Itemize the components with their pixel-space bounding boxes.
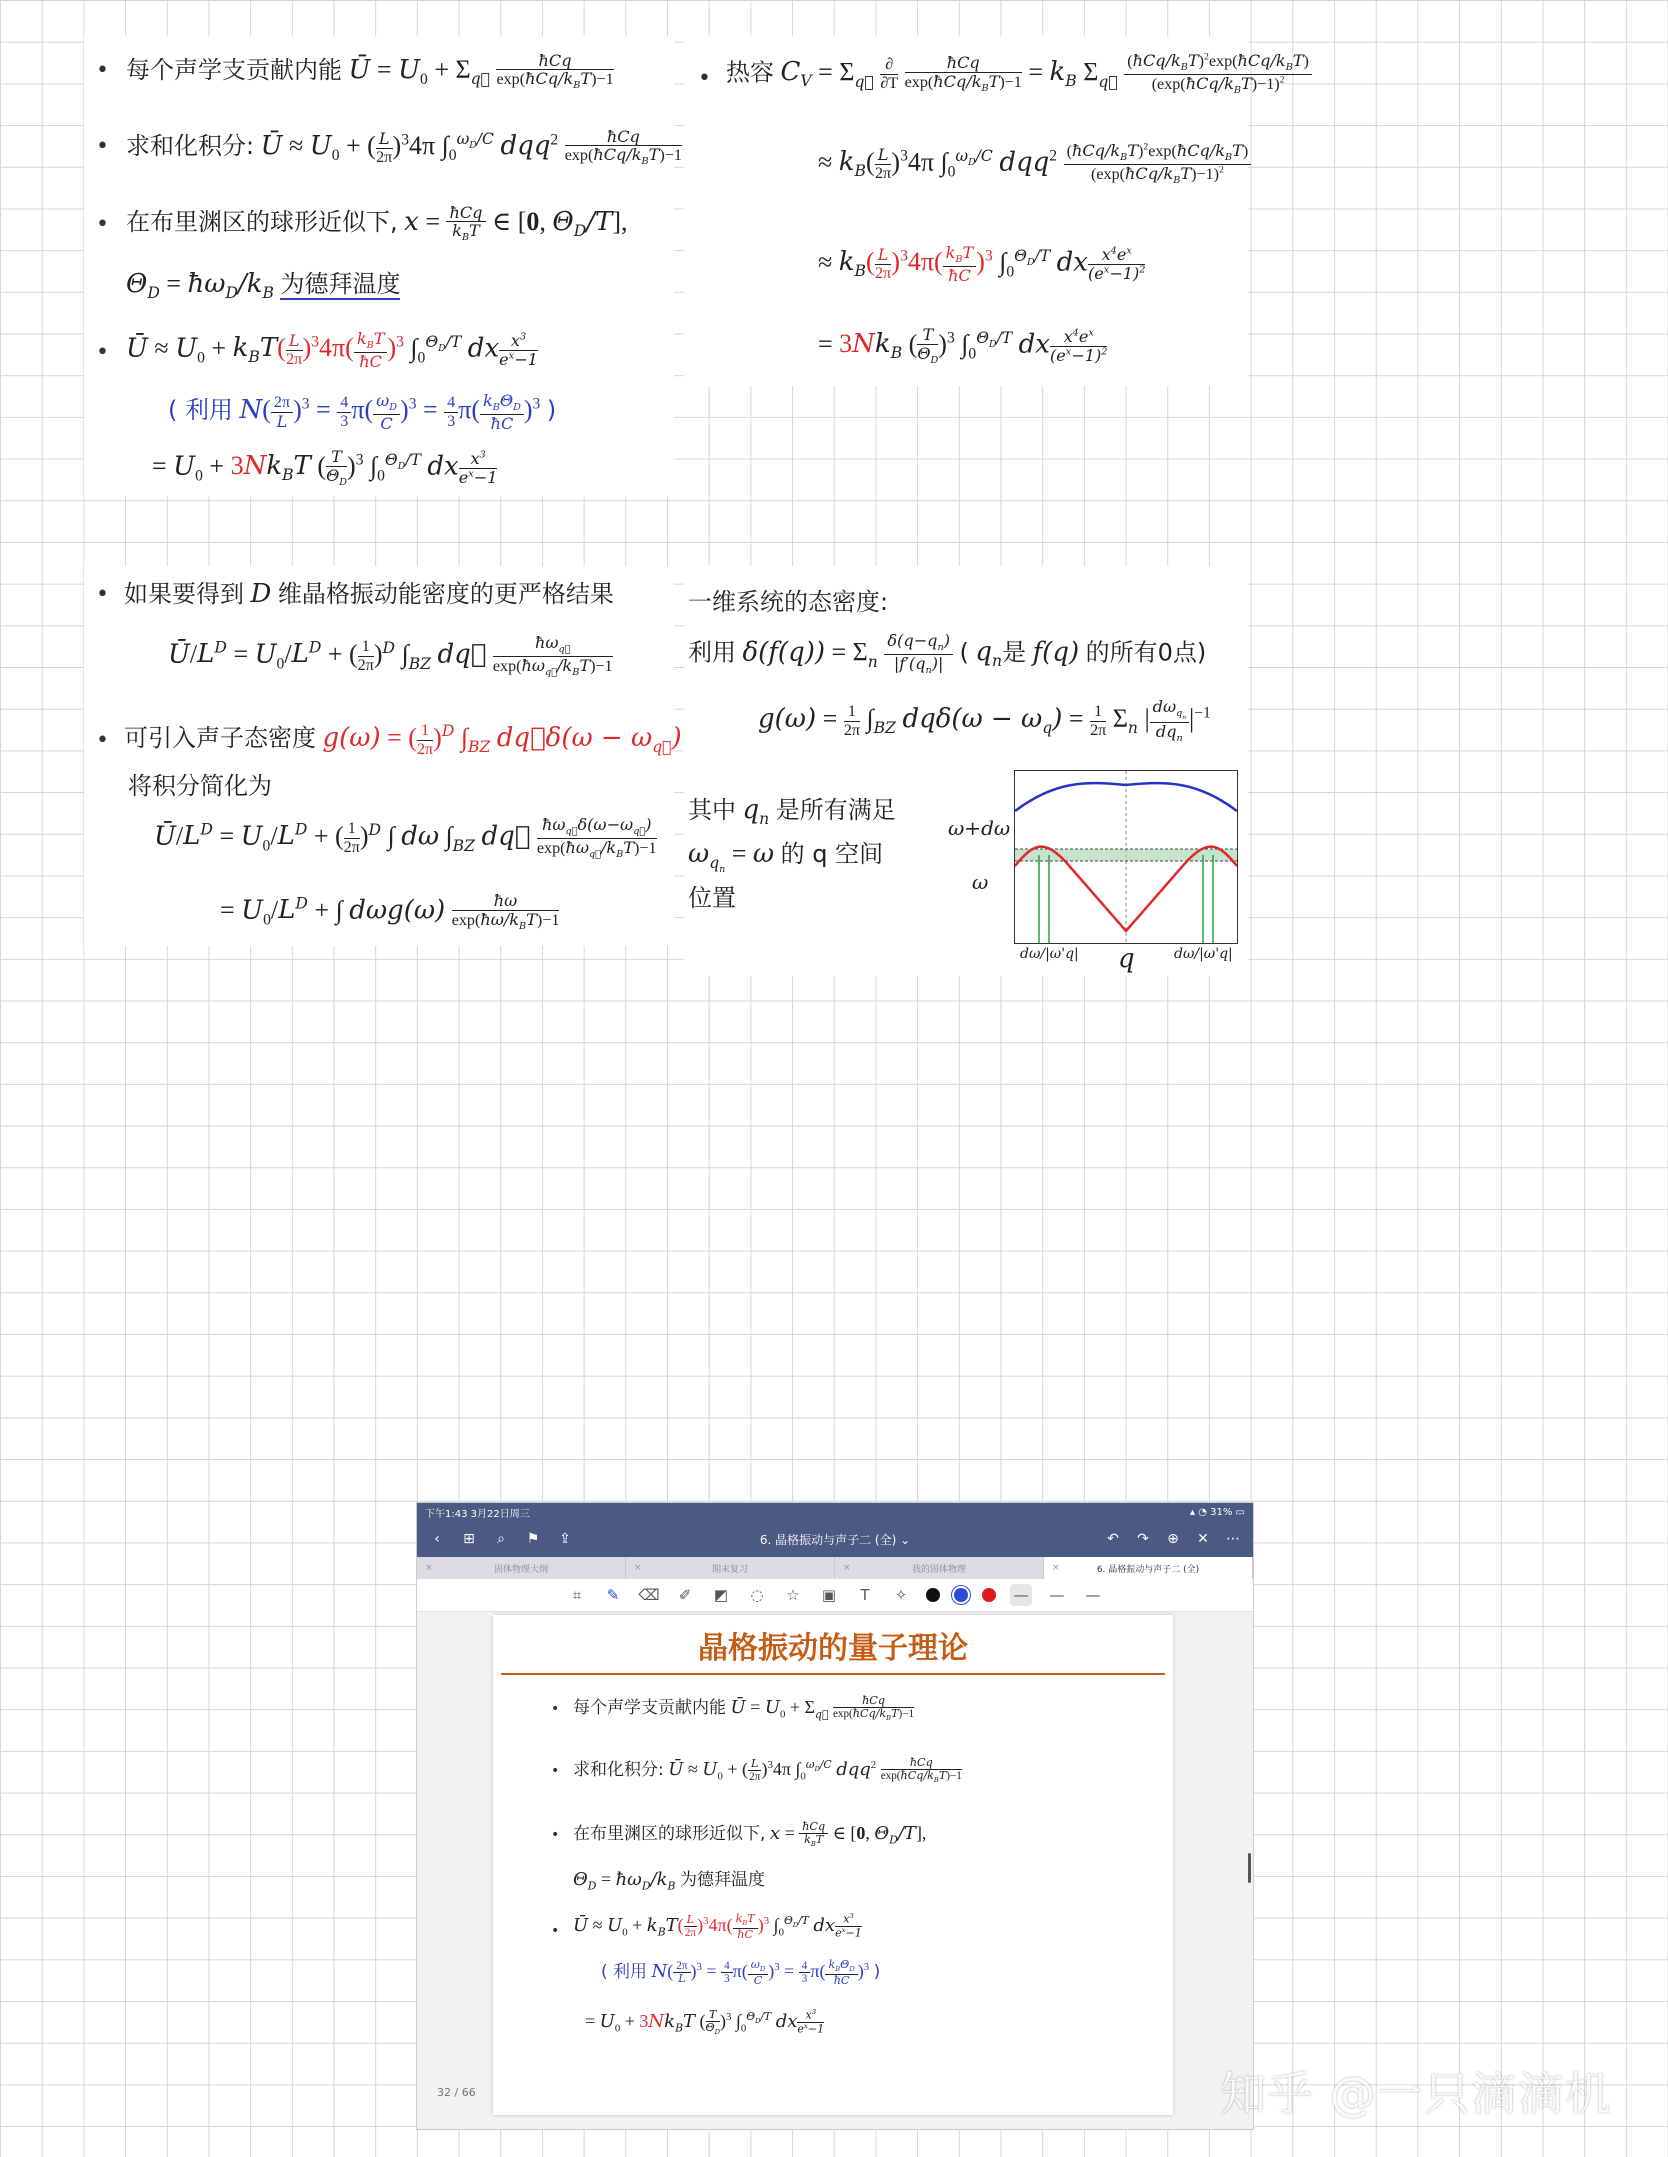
grid-icon[interactable]: ⊞	[463, 1531, 475, 1547]
formula-debye-approx: 在布里渊区的球形近似下, x = $\frac{\text{ħCq}}{k_BT}$ ∈ [0, $\Theta_D/T$],	[126, 202, 628, 244]
formula-sum-to-integral: 求和化积分: Ū ≈ $U_0$ + ( $\frac{L}{2\pi}$ )$^3$4π $\int_0^{\omega_D/C}$ dqq$^2$ $\frac{\text{ħCq}}{\exp(ħCq/k_BT)-1}$	[126, 126, 682, 168]
formula-heat-capacity-integral: ≈ $k_B$( $\frac{L}{2\pi}$ )$^3$4π $\int_0^{\omega_D/C}$ dqq$^2$ $\frac{(ħCq/k_BT)^2\exp(ħCq/k_BT)}{(\exp(ħCq/k_BT)-1)^2}$	[818, 142, 1251, 187]
share-icon[interactable]: ⇪	[559, 1531, 571, 1547]
tab-close-icon[interactable]: ×	[843, 1563, 851, 1573]
laser-icon[interactable]: ✧	[894, 1586, 908, 1604]
tab-bar	[417, 1557, 1253, 1579]
scroll-indicator[interactable]	[1248, 1853, 1251, 1883]
back-icon[interactable]: ‹	[434, 1531, 440, 1547]
formula-energy-result: = $U_0 + 3Nk_BT$ ( $\frac{T}{\Theta_D}$ )$^3$ $\int_0^{\Theta_D/T}$ dx $\frac{x^3}{e^x-1}$	[152, 447, 498, 488]
shapes-icon[interactable]: ◩	[713, 1586, 729, 1604]
annotation-toolbar	[417, 1579, 1253, 1612]
formula-energy-density: $Ū/L^D = U_0/L^D$ + ( $\frac{1}{2\pi}$ )$^D$ $\int_{BZ}$ dq⃗ $\frac{ħ\omega_{q⃗}}{\exp(ħ\omega_{q⃗}/k_BT)-1}$	[168, 633, 613, 679]
formula-heat-capacity-result: = $3Nk_B$ ( $\frac{T}{\Theta_D}$ )$^3$ $\int_0^{\Theta_D/T}$ dx $\frac{x^4e^x}{(e^x-1)^2}$	[818, 325, 1108, 366]
tab-lattice-vibration[interactable]: × 6. 晶格振动与声子二 (全)	[1044, 1557, 1253, 1579]
formula-heat-capacity-debye: ≈ $k_B$( $\frac{L}{2\pi}$ )$^3$4π( $\frac{k_BT}{ħC}$ )$^3$ $\int_0^{\Theta_D/T}$ dx $\frac{x^4e^x}{(e^x-1)^2}$	[818, 243, 1146, 285]
graph-label-right-tick: dω/|ω'q|	[1174, 946, 1233, 962]
formula-note-N: ( 利用 N( $\frac{2\pi}{L}$ )$^3$ = $\frac{4}{3}$ π( $\frac{\omega_D}{C}$ )$^3$ = $\frac{4}{3}$ π( $\frac{k_B\Theta_D}{ħC}$ )$^3$ )	[168, 390, 557, 433]
graph-label-w: ω	[972, 870, 989, 894]
graph-label-q: q	[1118, 944, 1135, 974]
heading-1d-dos: 一维系统的态密度:	[688, 588, 889, 616]
formula-debye-approx: 在布里渊区的球形近似下, x = $\frac{\text{ħCq}}{k_BT}$ ∈ [0, $\Theta_D/T$],	[573, 1819, 927, 1849]
text-where-qn: 其中 $q_n$ 是所有满足	[688, 795, 896, 829]
formula-sum-to-integral: 求和化积分: Ū ≈ $U_0$ + ( $\frac{L}{2\pi}$ )$^3$4π $\int_0^{\omega_D/C}$ dqq$^2$ $\frac{\text{ħCq}}{\exp(ħCq/k_BT)-1}$	[573, 1755, 962, 1785]
lasso-icon[interactable]: ◌	[750, 1586, 764, 1604]
close-icon[interactable]: ✕	[1197, 1531, 1209, 1547]
title-rule	[501, 1673, 1165, 1675]
color-blue-swatch[interactable]	[954, 1588, 968, 1602]
formula-delta-identity: 利用 $\delta(f(q)) = \Sigma_n$ $\frac{\delta(q-q_n)}{|f'(q_n)|}$ ( $q_n$是 f(q) 的所有0点)	[688, 631, 1207, 677]
document-title[interactable]: 6. 晶格振动与声子二 (全) ⌄	[759, 1532, 911, 1547]
formula-phonon-dos: 可引入声子态密度 g(ω) = ( $\frac{1}{2\pi}$ )$^D$ $\int_{BZ}$ dq⃗δ(ω − $\omega_{q⃗}$)	[124, 721, 682, 758]
ipad-screenshot	[416, 1502, 1254, 2130]
status-time: 下午1:43 3月22日周三	[425, 1508, 530, 1520]
pdf-page	[493, 1615, 1173, 2115]
formula-heat-capacity: 热容 $C_V = \Sigma_{q⃗}$ $\frac{\partial}{\partial T}$ $\frac{\text{ħCq}}{\exp(ħCq/k_BT)-1}$ = $k_B$ $\Sigma_{q⃗}$ $\frac{(ħCq/k_BT)^2\exp(ħCq/k_BT)}{(\exp(ħCq/k_BT)-1)^2}$	[726, 52, 1312, 97]
color-red-swatch[interactable]	[982, 1588, 996, 1602]
formula-debye-temperature: $\Theta_D$ = $ħ\omega_D/k_B$ 为德拜温度	[573, 1869, 765, 1893]
status-bar	[417, 1503, 1253, 1521]
nav-bar	[417, 1521, 1253, 1557]
undo-icon[interactable]: ↶	[1107, 1531, 1119, 1547]
graph-label-left-tick: dω/|ω'q|	[1020, 946, 1079, 962]
dispersion-graph	[1014, 770, 1238, 944]
image-icon[interactable]: ▣	[821, 1586, 837, 1604]
redo-icon[interactable]: ↷	[1137, 1531, 1149, 1547]
bullet: •	[551, 1923, 560, 1939]
formula-energy-density-omega: $Ū/L^D = U_0/L^D$ + ( $\frac{1}{2\pi}$ )$^D$ ∫ dω $\int_{BZ}$ dq⃗ $\frac{ħ\omega_{q⃗}\delta(\omega-\omega_{q⃗})}{\exp(ħ\omega_{q⃗}/k_BT)-1}$	[154, 815, 657, 861]
text-simplify: 将积分简化为	[128, 772, 272, 800]
stroke-thin-icon[interactable]: —	[1010, 1584, 1032, 1606]
tab-close-icon[interactable]: ×	[425, 1563, 433, 1573]
text-select-icon[interactable]: ⌗	[572, 1586, 582, 1604]
text-where-position: 位置	[688, 884, 736, 912]
text-where-condition: $\omega_{q_n} = \omega$ 的 q 空间	[688, 839, 884, 876]
bullet: •	[96, 340, 109, 365]
status-battery: ▴ ◔ 31% ▭	[1190, 1506, 1245, 1518]
bullet: •	[96, 212, 109, 237]
formula-energy-debye: Ū ≈ $U_0 + k_BT$( $\frac{L}{2\pi}$ )$^3$4π( $\frac{k_BT}{ħC}$ )$^3$ $\int_0^{\Theta_D/T}$ dx $\frac{x^3}{e^x-1}$	[126, 329, 538, 371]
tab-solid-state-outline[interactable]: × 固体物理大纲	[417, 1557, 626, 1579]
bullet: •	[551, 1701, 560, 1717]
bullet: •	[96, 58, 109, 83]
formula-debye-temperature: $\Theta_D$ = $ħ\omega_D/k_B$ 为德拜温度	[126, 269, 401, 303]
stroke-medium-icon[interactable]: —	[1049, 1586, 1065, 1604]
bookmark-icon[interactable]: ⚑	[526, 1531, 540, 1547]
formula-energy-result: = $U_0 + 3Nk_BT$ ( $\frac{T}{\Theta_D}$ )$^3$ $\int_0^{\Theta_D/T}$ dx $\frac{x^3}{e^x-1}$	[585, 2008, 825, 2037]
formula-energy-sum: 每个声学支贡献内能 Ū = $U_0 + \Sigma_{q⃗}$ $\frac{\text{ħCq}}{\exp(ħCq/k_BT)-1}$	[126, 50, 614, 92]
graph-label-w-dw: ω+dω	[948, 816, 1011, 840]
formula-energy-sum: 每个声学支贡献内能 Ū = $U_0 + \Sigma_{q⃗}$ $\frac{\text{ħCq}}{\exp(ħCq/k_BT)-1}$	[573, 1693, 915, 1723]
color-black-swatch[interactable]	[926, 1588, 940, 1602]
tab-close-icon[interactable]: ×	[634, 1563, 642, 1573]
tab-close-icon[interactable]: ×	[1052, 1563, 1060, 1573]
tab-my-solid-state[interactable]: × 我的固体物理	[835, 1557, 1044, 1579]
formula-strict-result-intro: 如果要得到 D 维晶格振动能密度的更严格结果	[124, 579, 614, 609]
formula-energy-debye: Ū ≈ $U_0 + k_BT$( $\frac{L}{2\pi}$ )$^3$4π( $\frac{k_BT}{ħC}$ )$^3$ $\int_0^{\Theta_D/T}$ dx $\frac{x^3}{e^x-1}$	[573, 1912, 862, 1941]
page-title: 晶格振动的量子理论	[698, 1631, 968, 1666]
bullet: •	[551, 1763, 560, 1779]
page-number: 32 / 66	[437, 2086, 476, 2099]
pen-icon[interactable]: ✎	[606, 1586, 620, 1604]
search-icon[interactable]: ⌕	[497, 1531, 505, 1547]
highlighter-icon[interactable]: ✐	[678, 1586, 692, 1604]
bullet: •	[96, 134, 109, 159]
bullet: •	[96, 582, 109, 607]
tab-final-review[interactable]: × 期末复习	[626, 1557, 835, 1579]
formula-energy-density-dos: = $U_0/L^D$ + ∫ dωg(ω) $\frac{ħ\omega}{\exp(ħ\omega/k_BT)-1}$	[220, 891, 560, 932]
sticker-icon[interactable]: ☆	[786, 1586, 800, 1604]
formula-note-N: ( 利用 N( $\frac{2\pi}{L}$ )$^3$ = $\frac{4}{3}$ π( $\frac{\omega_D}{C}$ )$^3$ = $\frac{4}{3}$ π( $\frac{k_B\Theta_D}{ħC}$ )$^3$ )	[601, 1957, 881, 1987]
bullet: •	[698, 66, 711, 91]
textbox-icon[interactable]: T	[860, 1586, 870, 1604]
bullet: •	[96, 728, 109, 753]
add-page-icon[interactable]: ⊕	[1167, 1531, 1179, 1547]
more-icon[interactable]: ⋯	[1226, 1531, 1240, 1547]
formula-1d-dos: g(ω) = $\frac{1}{2\pi}$ $\int_{BZ}$ $dq\delta(\omega - \omega_q)$ = $\frac{1}{2\pi}$ $\Sigma_n$ | $\frac{d\omega_{q_n}}{dq_n}$ $|^{-1}$	[758, 697, 1211, 744]
stroke-thick-icon[interactable]: —	[1085, 1586, 1101, 1604]
zhihu-watermark: 知乎 @一只滴滴机	[1220, 2067, 1612, 2121]
bullet: •	[551, 1827, 560, 1843]
eraser-icon[interactable]: ⌫	[638, 1586, 660, 1604]
